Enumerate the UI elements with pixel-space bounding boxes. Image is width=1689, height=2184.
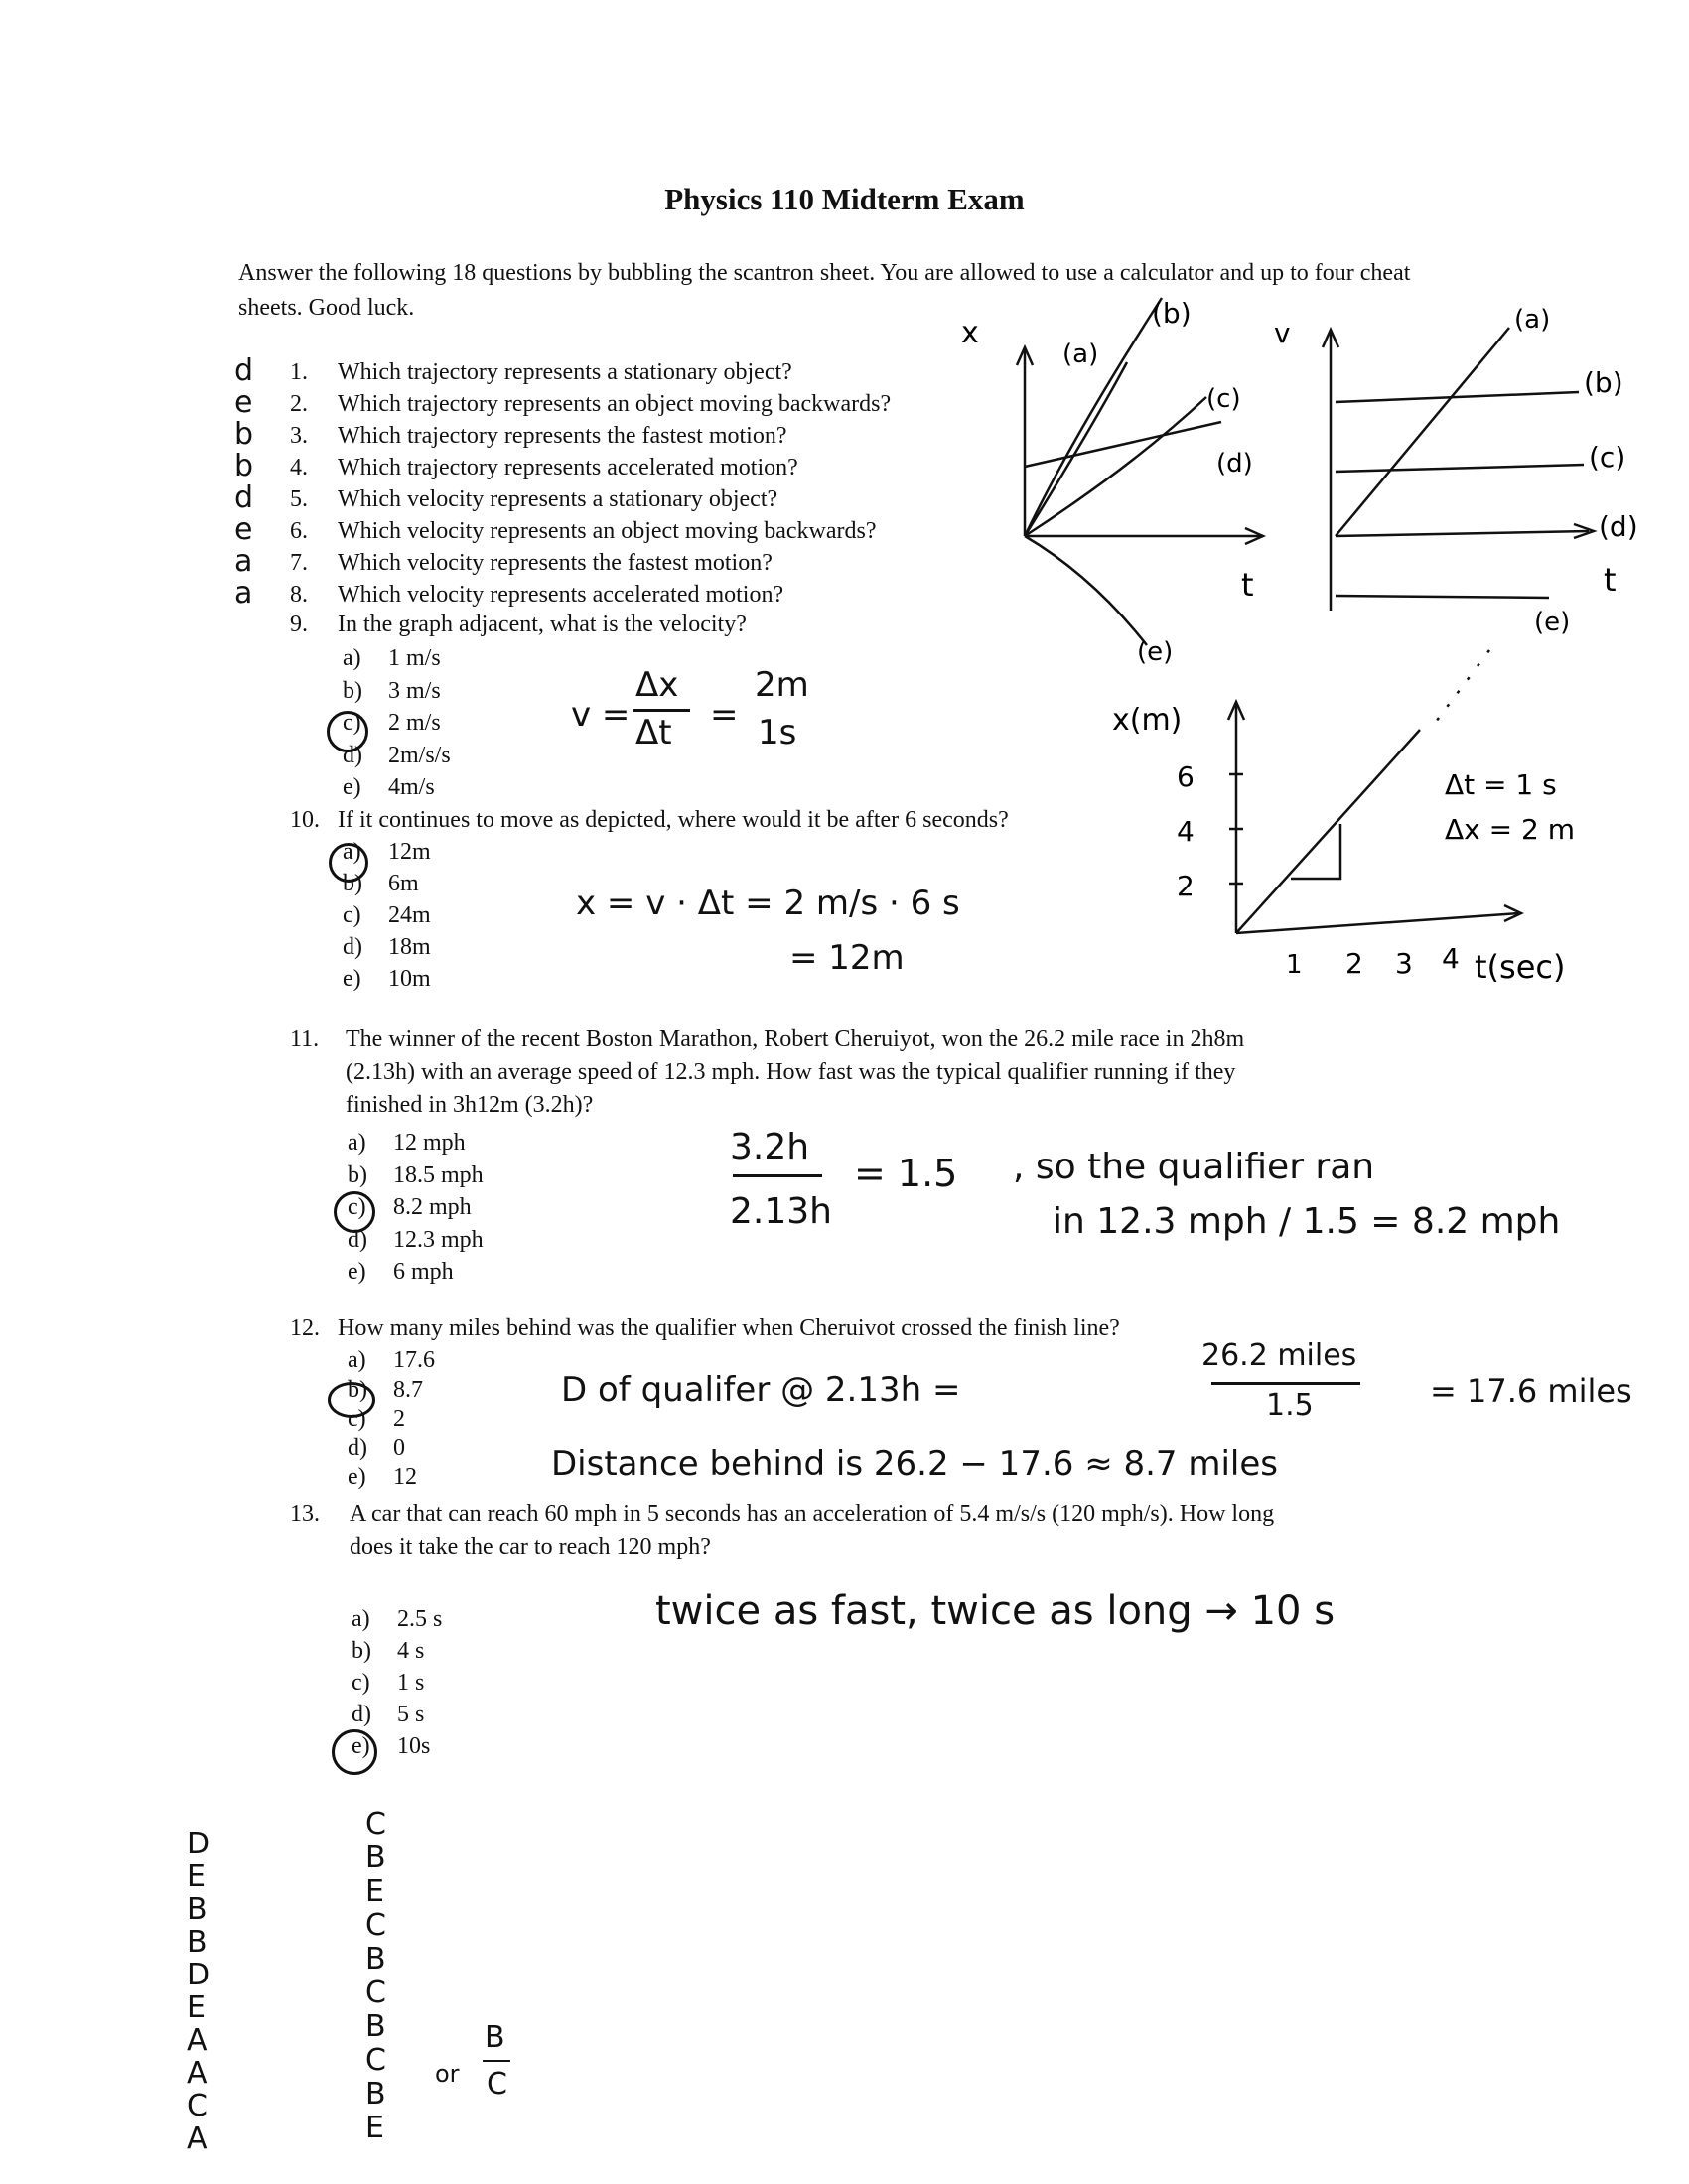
vt-label-b: (b) [1584,366,1623,399]
answer-key-letter: B [187,1925,208,1960]
question-text-line: The winner of the recent Boston Marathon, Robert Cheruiyot, won the 26.2 mile race in 2h8m [346,1026,1245,1052]
option-text: 24m [388,902,431,928]
option-a [348,1347,435,1374]
question-text: Which velocity represents a stationary object? [338,486,778,512]
answer-key-letter: B [187,1892,208,1927]
question-12 [290,1315,1120,1342]
option-text: 6m [388,871,419,896]
answer-circle [327,711,368,752]
option-e [348,1464,417,1491]
answer-circle [332,1729,377,1775]
option-text: 8.2 mph [393,1194,472,1220]
question-number: 3. [290,423,308,449]
margin-answer-mark: d [234,480,254,515]
option-text: 1 s [397,1670,425,1696]
vt-label-d: (d) [1599,510,1638,543]
answer-key-or: or [435,2060,460,2088]
margin-answer-mark: b [234,417,254,452]
question-text-line: (2.13h) with an average speed of 12.3 mph. How fast was the typical qualifier running if they [346,1059,1236,1085]
xt-label-b: (b) [1152,297,1192,330]
option-text: 3 m/s [388,677,441,704]
option-d [348,1435,405,1462]
option-text: 18.5 mph [393,1161,484,1188]
q9-x-tick-1: 1 [1286,950,1303,980]
question-number: 1. [290,359,308,385]
option-a [348,1130,466,1157]
question-13 [290,1501,338,1528]
xt-y-axis-label: x [961,316,979,350]
vt-x-axis-label: t [1604,561,1617,599]
option-text: 12.3 mph [393,1226,484,1253]
option-letter: b) [348,1376,367,1403]
answer-key-letter: A [187,2056,208,2091]
vt-label-c: (c) [1589,441,1626,474]
question-number: 11. [290,1026,320,1052]
question-number: 6. [290,518,308,544]
xt-x-axis-label: t [1241,566,1254,604]
question-text: Which velocity represents the fastest motion? [338,550,773,576]
option-letter: c) [343,902,361,928]
question-text: Which trajectory represents the fastest motion? [338,423,787,449]
q9-y-tick-4: 4 [1177,815,1195,848]
question-text: Which trajectory represents a stationary object? [338,359,792,385]
answer-key-alt-top: B [485,2020,505,2055]
answer-key-letter: A [187,2121,208,2156]
answer-key-letter: E [187,1859,206,1894]
q9-x-tick-3: 3 [1395,947,1413,980]
answer-key-letter: A [187,2023,208,2058]
option-text: 2m/s/s [388,742,451,768]
option-text: 12 [393,1464,417,1490]
option-letter: d) [348,1434,367,1461]
option-c [343,902,431,929]
question-number: 10. [290,807,320,833]
question-number: 4. [290,455,308,480]
q9-note-dt: Δt = 1 s [1445,768,1557,801]
option-text: 2.5 s [397,1606,443,1632]
option-text: 8.7 [393,1376,423,1403]
option-letter: e) [348,1259,366,1285]
option-a [352,1606,442,1633]
option-text: 10s [397,1733,431,1759]
option-b [348,1162,484,1189]
option-text: 18m [388,934,431,960]
question-text-line: A car that can reach 60 mph in 5 seconds has an acceleration of 5.4 m/s/s (120 mph/s). How long [350,1501,1275,1527]
answer-circle [334,1191,375,1233]
answer-key-letter: B [365,1942,386,1977]
option-letter: d) [343,934,362,960]
option-d [348,1227,484,1254]
answer-key-letter: C [365,1976,386,2010]
q9-x-tick-4: 4 [1442,942,1460,975]
question-text: Which trajectory represents an object moving backwards? [338,391,892,417]
q12-work-frac-den: 1.5 [1266,1388,1314,1423]
answer-key-letter: C [187,2089,208,2123]
question-text: How many miles behind was the qualifier when Cheruivot crossed the finish line? [338,1315,1120,1341]
question-number: 13. [290,1501,320,1527]
option-c [352,1670,424,1697]
option-letter: e) [343,966,361,992]
option-letter: c) [348,1194,366,1220]
q11-work-eq: = 1.5 [854,1152,958,1195]
option-letter: b) [343,677,362,704]
q12-work-result: = 17.6 miles [1430,1372,1632,1410]
q9-x-tick-2: 2 [1345,947,1363,980]
option-text: 12m [388,839,431,865]
option-text: 6 mph [393,1259,454,1285]
option-letter: a) [352,1606,370,1632]
question-11 [290,1026,338,1053]
question-text: Which velocity represents accelerated motion? [338,582,784,608]
vt-label-e: (e) [1534,608,1571,637]
answer-key-letter: D [187,1827,211,1861]
exam-instructions: Answer the following 18 questions by bubbling the scantron sheet. You are allowed to use a calculator and up to four cheat sheets. Good luck. [238,260,1411,321]
option-text: 10m [388,966,431,992]
answer-key-letter: C [365,1807,386,1842]
option-e [348,1259,454,1286]
vt-y-axis-label: v [1274,317,1291,349]
answer-key-letter: B [365,1841,386,1875]
q12-work-line2: Distance behind is 26.2 − 17.6 ≈ 8.7 miles [551,1444,1279,1484]
divider [483,2060,510,2062]
q11-work-num: 3.2h [730,1127,810,1167]
xt-label-a: (a) [1062,340,1099,369]
question-number: 12. [290,1315,320,1341]
option-text: 4m/s [388,774,435,800]
fraction-bar [733,1174,822,1177]
q12-work-frac-num: 26.2 miles [1201,1338,1357,1373]
option-d [352,1702,424,1728]
option-letter: d) [348,1226,367,1253]
option-text: 2 [393,1406,405,1432]
option-letter: c) [343,710,361,736]
vt-label-a: (a) [1514,305,1551,335]
q9-x-axis-label: t(sec) [1475,948,1566,986]
q11-work-line2: in 12.3 mph / 1.5 = 8.2 mph [1053,1201,1561,1242]
page-title: Physics 110 Midterm Exam [664,182,1025,216]
margin-answer-mark: a [234,576,253,611]
question-text: In the graph adjacent, what is the velocity? [338,612,747,637]
question-10 [290,807,1009,834]
answer-circle [329,843,368,883]
answer-key-letter: D [187,1958,211,1992]
q9-y-tick-2: 2 [1177,870,1195,902]
q10-work-line2: = 12m [789,938,905,978]
answer-key-alt-bottom: C [487,2067,507,2102]
option-b [343,678,441,705]
option-letter: a) [348,1130,366,1156]
answer-key-letter: E [365,1874,384,1909]
option-letter: a) [343,839,361,865]
margin-answer-mark: a [234,544,253,579]
velocity-time-graph [1323,328,1594,611]
q10-work-line1: x = v · Δt = 2 m/s · 6 s [576,884,960,923]
xt-label-d: (d) [1216,449,1253,478]
fraction-bar [1211,1382,1360,1385]
option-letter: e) [348,1464,366,1490]
question-text: Which trajectory represents accelerated motion? [338,455,798,480]
option-e [343,774,435,801]
question-number: 7. [290,550,308,576]
option-a [343,645,441,672]
option-letter: e) [343,774,361,800]
question-text-line: finished in 3h12m (3.2h)? [346,1092,594,1118]
option-letter: b) [348,1161,367,1188]
question-number: 2. [290,391,308,417]
margin-answer-mark: b [234,449,254,483]
option-letter: a) [348,1347,366,1373]
answer-key-letter: B [365,2077,386,2112]
q9-y-axis-label: x(m) [1112,703,1183,738]
option-d [343,934,431,961]
q11-work-line1: , so the qualifier ran [1013,1147,1375,1187]
q11-work-den: 2.13h [730,1191,832,1232]
option-text: 1 m/s [388,645,441,671]
q12-work-line1: D of qualifer @ 2.13h = [561,1370,961,1410]
option-letter: d) [352,1702,371,1727]
question-text-line: does it take the car to reach 120 mph? [350,1534,711,1560]
margin-answer-mark: e [234,512,253,547]
option-b [352,1638,424,1665]
option-letter: c) [348,1406,366,1432]
answer-circle [328,1382,375,1418]
xt-label-c: (c) [1206,384,1241,414]
option-letter: c) [352,1670,370,1696]
margin-answer-mark: e [234,385,253,420]
question-number: 9. [290,612,308,637]
margin-answer-mark: d [234,353,254,388]
q9-note-dx: Δx = 2 m [1445,813,1575,846]
option-e [343,966,431,993]
option-letter: b) [343,871,362,896]
question-text: Which velocity represents an object moving backwards? [338,518,877,544]
option-letter: d) [343,742,362,768]
question-number: 8. [290,582,308,608]
option-letter: e) [352,1733,370,1759]
answer-key-letter: E [187,1990,206,2025]
answer-key-letter: C [365,2043,386,2078]
option-text: 12 mph [393,1130,466,1156]
q13-work: twice as fast, twice as long → 10 s [655,1588,1336,1634]
option-text: 17.6 [393,1347,435,1373]
answer-key-letter: E [365,2111,384,2145]
q9-y-tick-6: 6 [1177,760,1195,793]
option-text: 4 s [397,1638,425,1664]
option-text: 5 s [397,1702,425,1727]
option-text: 0 [393,1434,405,1461]
option-text: 2 m/s [388,710,441,736]
option-letter: b) [352,1638,371,1664]
answer-key-letter: B [365,2009,386,2044]
option-letter: a) [343,645,361,671]
answer-key-letter: C [365,1908,386,1943]
question-number: 5. [290,486,308,512]
xt-label-e: (e) [1137,637,1174,667]
question-text: If it continues to move as depicted, where would it be after 6 seconds? [338,807,1009,833]
question-9 [290,612,747,638]
